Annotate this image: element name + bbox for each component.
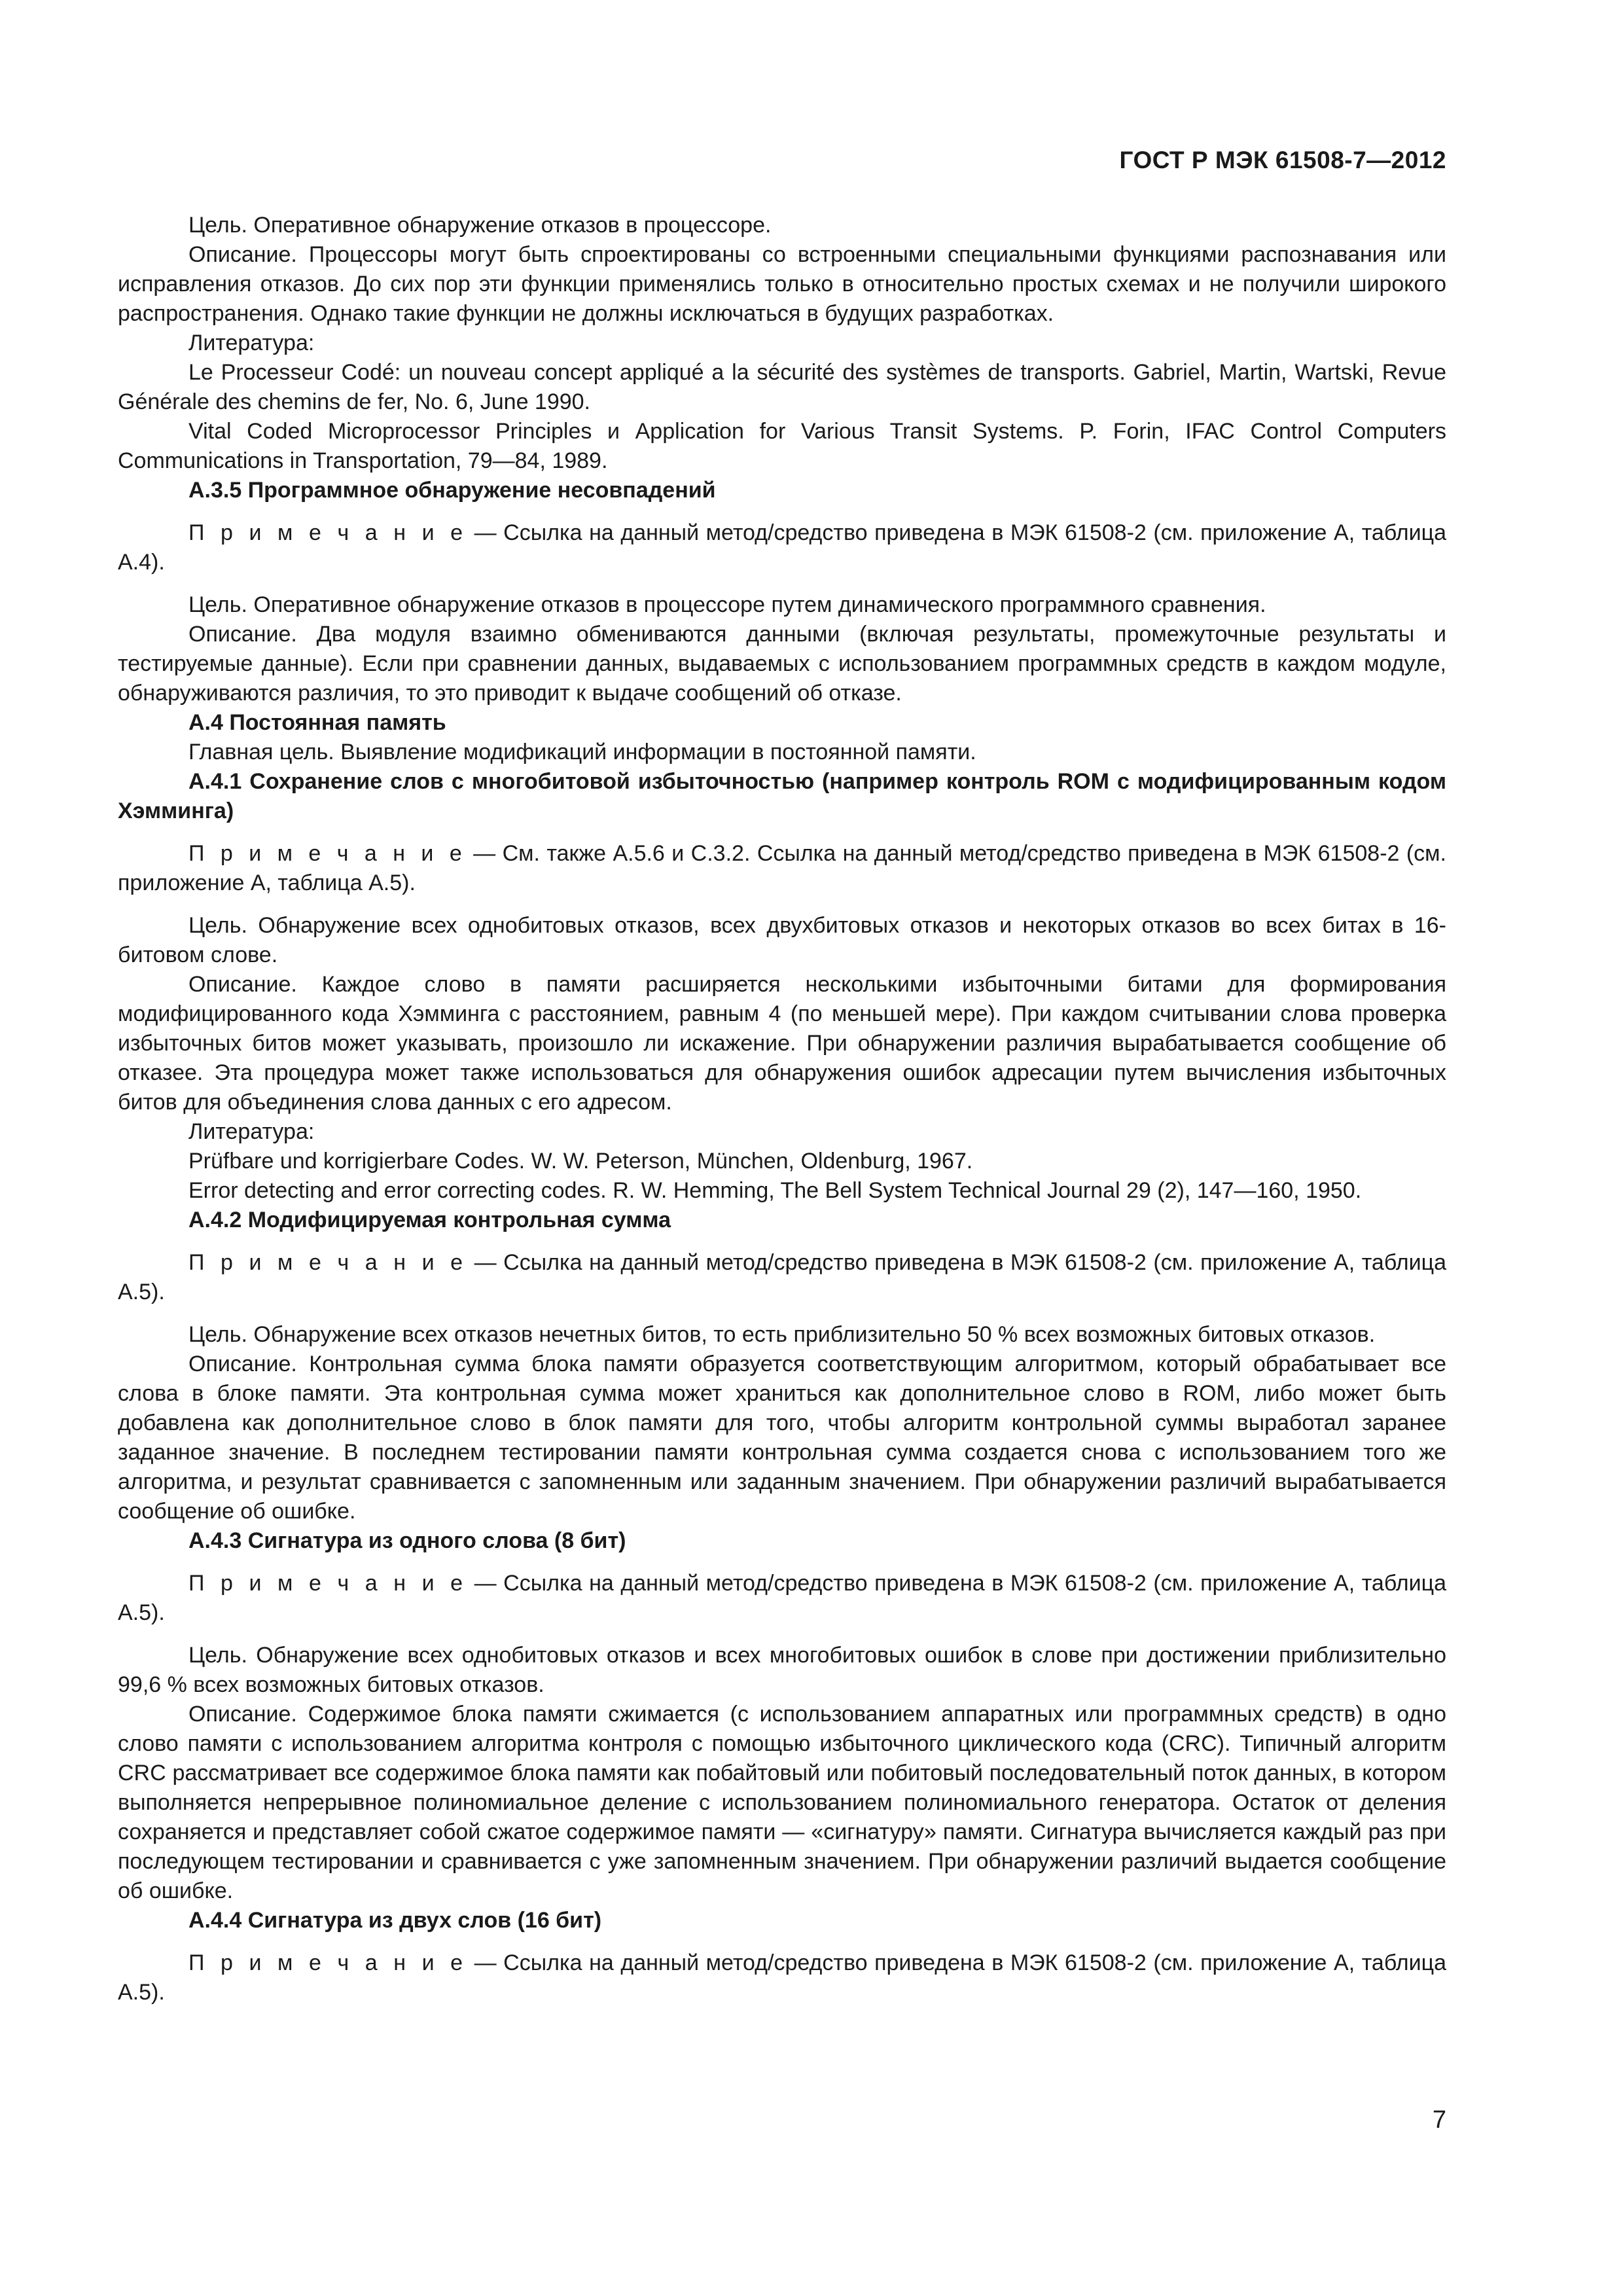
paragraph-description: Описание. Содержимое блока памяти сжимается (с использованием аппаратных или программных средств) в одно слово памяти с использованием алгоритма контроля с помощью избыточного циклического кода (CRC). Типичный алгоритм CRC рассматривает все содержимое блока памяти как побайтовый или побитовый последовательный поток данных, в котором выполняется непрерывное полиномиальное деление с использованием полиномиального генератора. Остаток от деления сохраняется и представляет собой сжатое содержимое памяти — «сигнатуру» памяти. Сигнатура вычисляется каждый раз при последующем тестировании и сравнивается с уже запомненным значением. При обнаружении различий выдается сообщение об ошибке.	[118, 1702, 1446, 1903]
note-paragraph	[118, 1248, 1446, 1307]
note-label: П р и м е ч а н и е	[188, 520, 468, 545]
note-text: — Ссылка на данный метод/средство приведена в МЭК 61508-2 (см. приложение А, таблица А.4).	[118, 520, 1446, 575]
paragraph-goal: Цель. Обнаружение всех однобитовых отказов и всех многобитовых ошибок в слове при достижении приблизительно 99,6 % всех возможных битовых отказов.	[118, 1643, 1446, 1697]
note-paragraph	[118, 839, 1446, 898]
paragraph-goal: Цель. Оперативное обнаружение отказов в процессоре.	[188, 213, 772, 238]
paragraph-description: Описание. Процессоры могут быть спроектированы со встроенными специальными функциями распознавания или исправления отказов. До сих пор эти функции применялись только в относительно простых схемах и не получили широкого распространения. Однако такие функции не должны исключаться в будущих разработках.	[118, 242, 1446, 326]
note-label: П р и м е ч а н и е	[188, 1250, 468, 1275]
section-heading-a41: А.4.1 Сохранение слов с многобитовой избыточностью (например контроль ROM с модифицированным кодом Хэмминга)	[118, 769, 1446, 823]
page-number: 7	[1432, 2106, 1446, 2134]
section-heading-a4: А.4 Постоянная память	[188, 710, 446, 735]
paragraph-goal: Цель. Оперативное обнаружение отказов в процессоре путем динамического программного сравнения.	[188, 592, 1266, 617]
paragraph-reference: Le Processeur Codé: un nouveau concept appliqué a la sécurité des systèmes de transports. Gabriel, Martin, Wartski, Revue Générale des chemins de fer, No. 6, June 1990.	[118, 360, 1446, 414]
note-label: П р и м е ч а н и е	[188, 1571, 468, 1596]
page-body	[118, 211, 1446, 2020]
section-heading-a42: А.4.2 Модифицируемая контрольная сумма	[188, 1208, 671, 1232]
paragraph-reference: Vital Coded Microprocessor Principles и Application for Various Transit Systems. P. Forin, IFAC Control Computers Communications in Transportation, 79—84, 1989.	[118, 419, 1446, 473]
paragraph-goal: Цель. Обнаружение всех отказов нечетных битов, то есть приблизительно 50 % всех возможных битовых отказов.	[188, 1322, 1376, 1347]
note-text: — Ссылка на данный метод/средство приведена в МЭК 61508-2 (см. приложение А, таблица А.5).	[118, 1950, 1446, 2005]
paragraph-description: Описание. Два модуля взаимно обмениваются данными (включая результаты, промежуточные результаты и тестируемые данные). Если при сравнении данных, выдаваемых с использованием программных средств в каждом модуле, обнаруживаются различия, то это приводит к выдаче сообщений об отказе.	[118, 622, 1446, 706]
paragraph-reference: Error detecting and error correcting codes. R. W. Hemming, The Bell System Technical Journal 29 (2), 147—160, 1950.	[188, 1178, 1362, 1203]
note-paragraph	[118, 1948, 1446, 2007]
paragraph-reference: Prüfbare und korrigierbare Codes. W. W. Peterson, München, Oldenburg, 1967.	[188, 1149, 973, 1174]
paragraph-literature-label: Литература:	[188, 1119, 315, 1144]
note-paragraph	[118, 518, 1446, 577]
document-header: ГОСТ Р МЭК 61508-7—2012	[1119, 147, 1446, 173]
note-paragraph	[118, 1569, 1446, 1628]
note-text: — Ссылка на данный метод/средство приведена в МЭК 61508-2 (см. приложение А, таблица А.5).	[118, 1250, 1446, 1304]
paragraph-description: Описание. Каждое слово в памяти расширяется несколькими избыточными битами для формирования модифицированного кода Хэмминга с расстоянием, равным 4 (по меньшей мере). При каждом считывании слова проверка избыточных битов может указывать, произошло ли искажение. При обнаружении различия вырабатывается сообщение об отказее. Эта процедура может также использоваться для обнаружения ошибок адресации путем вычисления избыточных битов для объединения слова данных с его адресом.	[118, 972, 1446, 1115]
paragraph-main-goal: Главная цель. Выявление модификаций информации в постоянной памяти.	[188, 740, 976, 764]
note-label: П р и м е ч а н и е	[188, 841, 467, 866]
note-text: — См. также А.5.6 и С.3.2. Ссылка на данный метод/средство приведена в МЭК 61508-2 (см. приложение А, таблица А.5).	[118, 841, 1446, 895]
paragraph-description: Описание. Контрольная сумма блока памяти образуется соответствующим алгоритмом, который обрабатывает все слова в блоке памяти. Эта контрольная сумма может храниться как дополнительное слово в ROM, либо может быть добавлена как дополнительное слово в блок памяти для того, чтобы алгоритм контрольной суммы выработал заранее заданное значение. В последнем тестировании памяти контрольная сумма создается снова с использованием того же алгоритма, и результат сравнивается с запомненным или заданным значением. При обнаружении различий вырабатывается сообщение об ошибке.	[118, 1352, 1446, 1524]
note-text: — Ссылка на данный метод/средство приведена в МЭК 61508-2 (см. приложение А, таблица А.5).	[118, 1571, 1446, 1625]
section-heading-a43: А.4.3 Сигнатура из одного слова (8 бит)	[188, 1528, 626, 1553]
paragraph-literature-label: Литература:	[188, 331, 315, 355]
section-heading-a44: А.4.4 Сигнатура из двух слов (16 бит)	[188, 1908, 602, 1933]
section-heading-a35: А.3.5 Программное обнаружение несовпадений	[188, 478, 716, 503]
note-label: П р и м е ч а н и е	[188, 1950, 468, 1975]
paragraph-goal: Цель. Обнаружение всех однобитовых отказов, всех двухбитовых отказов и некоторых отказов во всех битах в 16-битовом слове.	[118, 913, 1446, 967]
